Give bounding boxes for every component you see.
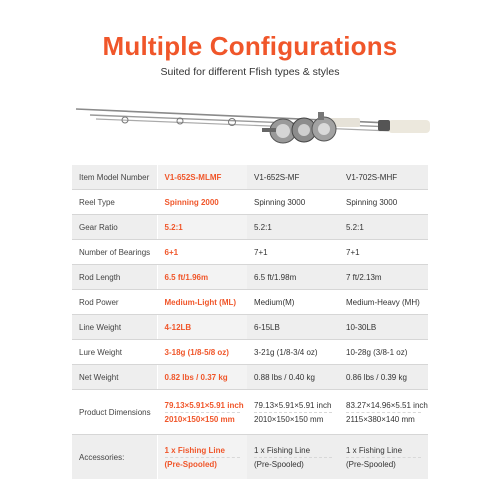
cell-highlighted: 4-12LB <box>157 315 247 340</box>
accessory-item: 1 x Fishing Line <box>164 445 225 455</box>
row-label: Line Weight <box>72 315 157 340</box>
cell-highlighted: Spinning 2000 <box>157 190 247 215</box>
accessory-note: (Pre-Spooled) <box>164 459 217 469</box>
table-row <box>72 390 428 435</box>
cell-highlighted: 0.82 lbs / 0.37 kg <box>157 365 247 390</box>
table-row <box>72 315 428 340</box>
row-label: Gear Ratio <box>72 215 157 240</box>
cell <box>339 435 428 480</box>
dimension-mm: 2115×380×140 mm <box>346 414 415 424</box>
page-title: Multiple Configurations <box>102 31 398 61</box>
accessory-note: (Pre-Spooled) <box>254 459 304 469</box>
row-label: Number of Bearings <box>72 240 157 265</box>
cell: 10-28g (3/8-1 oz) <box>339 340 428 365</box>
row-label: Net Weight <box>72 365 157 390</box>
dimension-mm: 2010×150×150 mm <box>164 414 235 424</box>
row-label: Item Model Number <box>72 165 157 190</box>
cell-highlighted: 6.5 ft/1.96m <box>157 265 247 290</box>
table-row <box>72 190 428 215</box>
cell: 6-15LB <box>247 315 339 340</box>
cell: 10-30LB <box>339 315 428 340</box>
cell-highlighted: 5.2:1 <box>157 215 247 240</box>
fishing-rod-illustration <box>0 90 500 150</box>
accessory-item: 1 x Fishing Line <box>346 445 403 455</box>
cell <box>247 435 339 480</box>
dimension-mm: 2010×150×150 mm <box>254 414 324 424</box>
dashed-divider <box>254 412 332 413</box>
cell: 3-21g (1/8-3/4 oz) <box>247 340 339 365</box>
table-row <box>72 340 428 365</box>
cell: Spinning 3000 <box>339 190 428 215</box>
cell-highlighted: V1-652S-MLMF <box>157 165 247 190</box>
cell-highlighted <box>157 390 247 435</box>
accessory-note: (Pre-Spooled) <box>346 459 396 469</box>
table-row <box>72 265 428 290</box>
cell: 7+1 <box>247 240 339 265</box>
cell: 0.88 lbs / 0.40 kg <box>247 365 339 390</box>
cell-highlighted: 3-18g (1/8-5/8 oz) <box>157 340 247 365</box>
page-subtitle: Suited for different Ffish types & styles <box>160 66 340 78</box>
fishing-rod-combo-image <box>0 90 500 150</box>
cell: 5.2:1 <box>339 215 428 240</box>
cell: Medium-Heavy (MH) <box>339 290 428 315</box>
cell: Medium(M) <box>247 290 339 315</box>
dashed-divider <box>346 457 421 458</box>
cell: V1-702S-MHF <box>339 165 428 190</box>
row-label: Lure Weight <box>72 340 157 365</box>
row-label: Rod Power <box>72 290 157 315</box>
dimension-inch: 79.13×5.91×5.91 inch <box>254 400 332 410</box>
row-label: Rod Length <box>72 265 157 290</box>
table-row <box>72 290 428 315</box>
table-row <box>72 215 428 240</box>
row-label: Product Dimensions <box>72 390 157 435</box>
cell: Spinning 3000 <box>247 190 339 215</box>
row-label: Reel Type <box>72 190 157 215</box>
cell: 7 ft/2.13m <box>339 265 428 290</box>
row-label: Accessories: <box>72 435 157 480</box>
cell: 6.5 ft/1.98m <box>247 265 339 290</box>
cell: V1-652S-MF <box>247 165 339 190</box>
dimension-inch: 79.13×5.91×5.91 inch <box>164 400 244 410</box>
accessory-item: 1 x Fishing Line <box>254 445 311 455</box>
dashed-divider <box>346 412 421 413</box>
spec-table <box>72 165 428 479</box>
cell: 7+1 <box>339 240 428 265</box>
table-row <box>72 435 428 480</box>
cell-highlighted: Medium-Light (ML) <box>157 290 247 315</box>
dimension-inch: 83.27×14.96×5.51 inch <box>346 400 428 410</box>
cell <box>339 390 428 435</box>
table-row <box>72 240 428 265</box>
dashed-divider <box>165 412 241 413</box>
table-row <box>72 365 428 390</box>
cell: 0.86 lbs / 0.39 kg <box>339 365 428 390</box>
dashed-divider <box>165 457 241 458</box>
cell-highlighted <box>157 435 247 480</box>
dashed-divider <box>254 457 332 458</box>
cell: 5.2:1 <box>247 215 339 240</box>
cell <box>247 390 339 435</box>
table-row <box>72 165 428 190</box>
cell-highlighted: 6+1 <box>157 240 247 265</box>
